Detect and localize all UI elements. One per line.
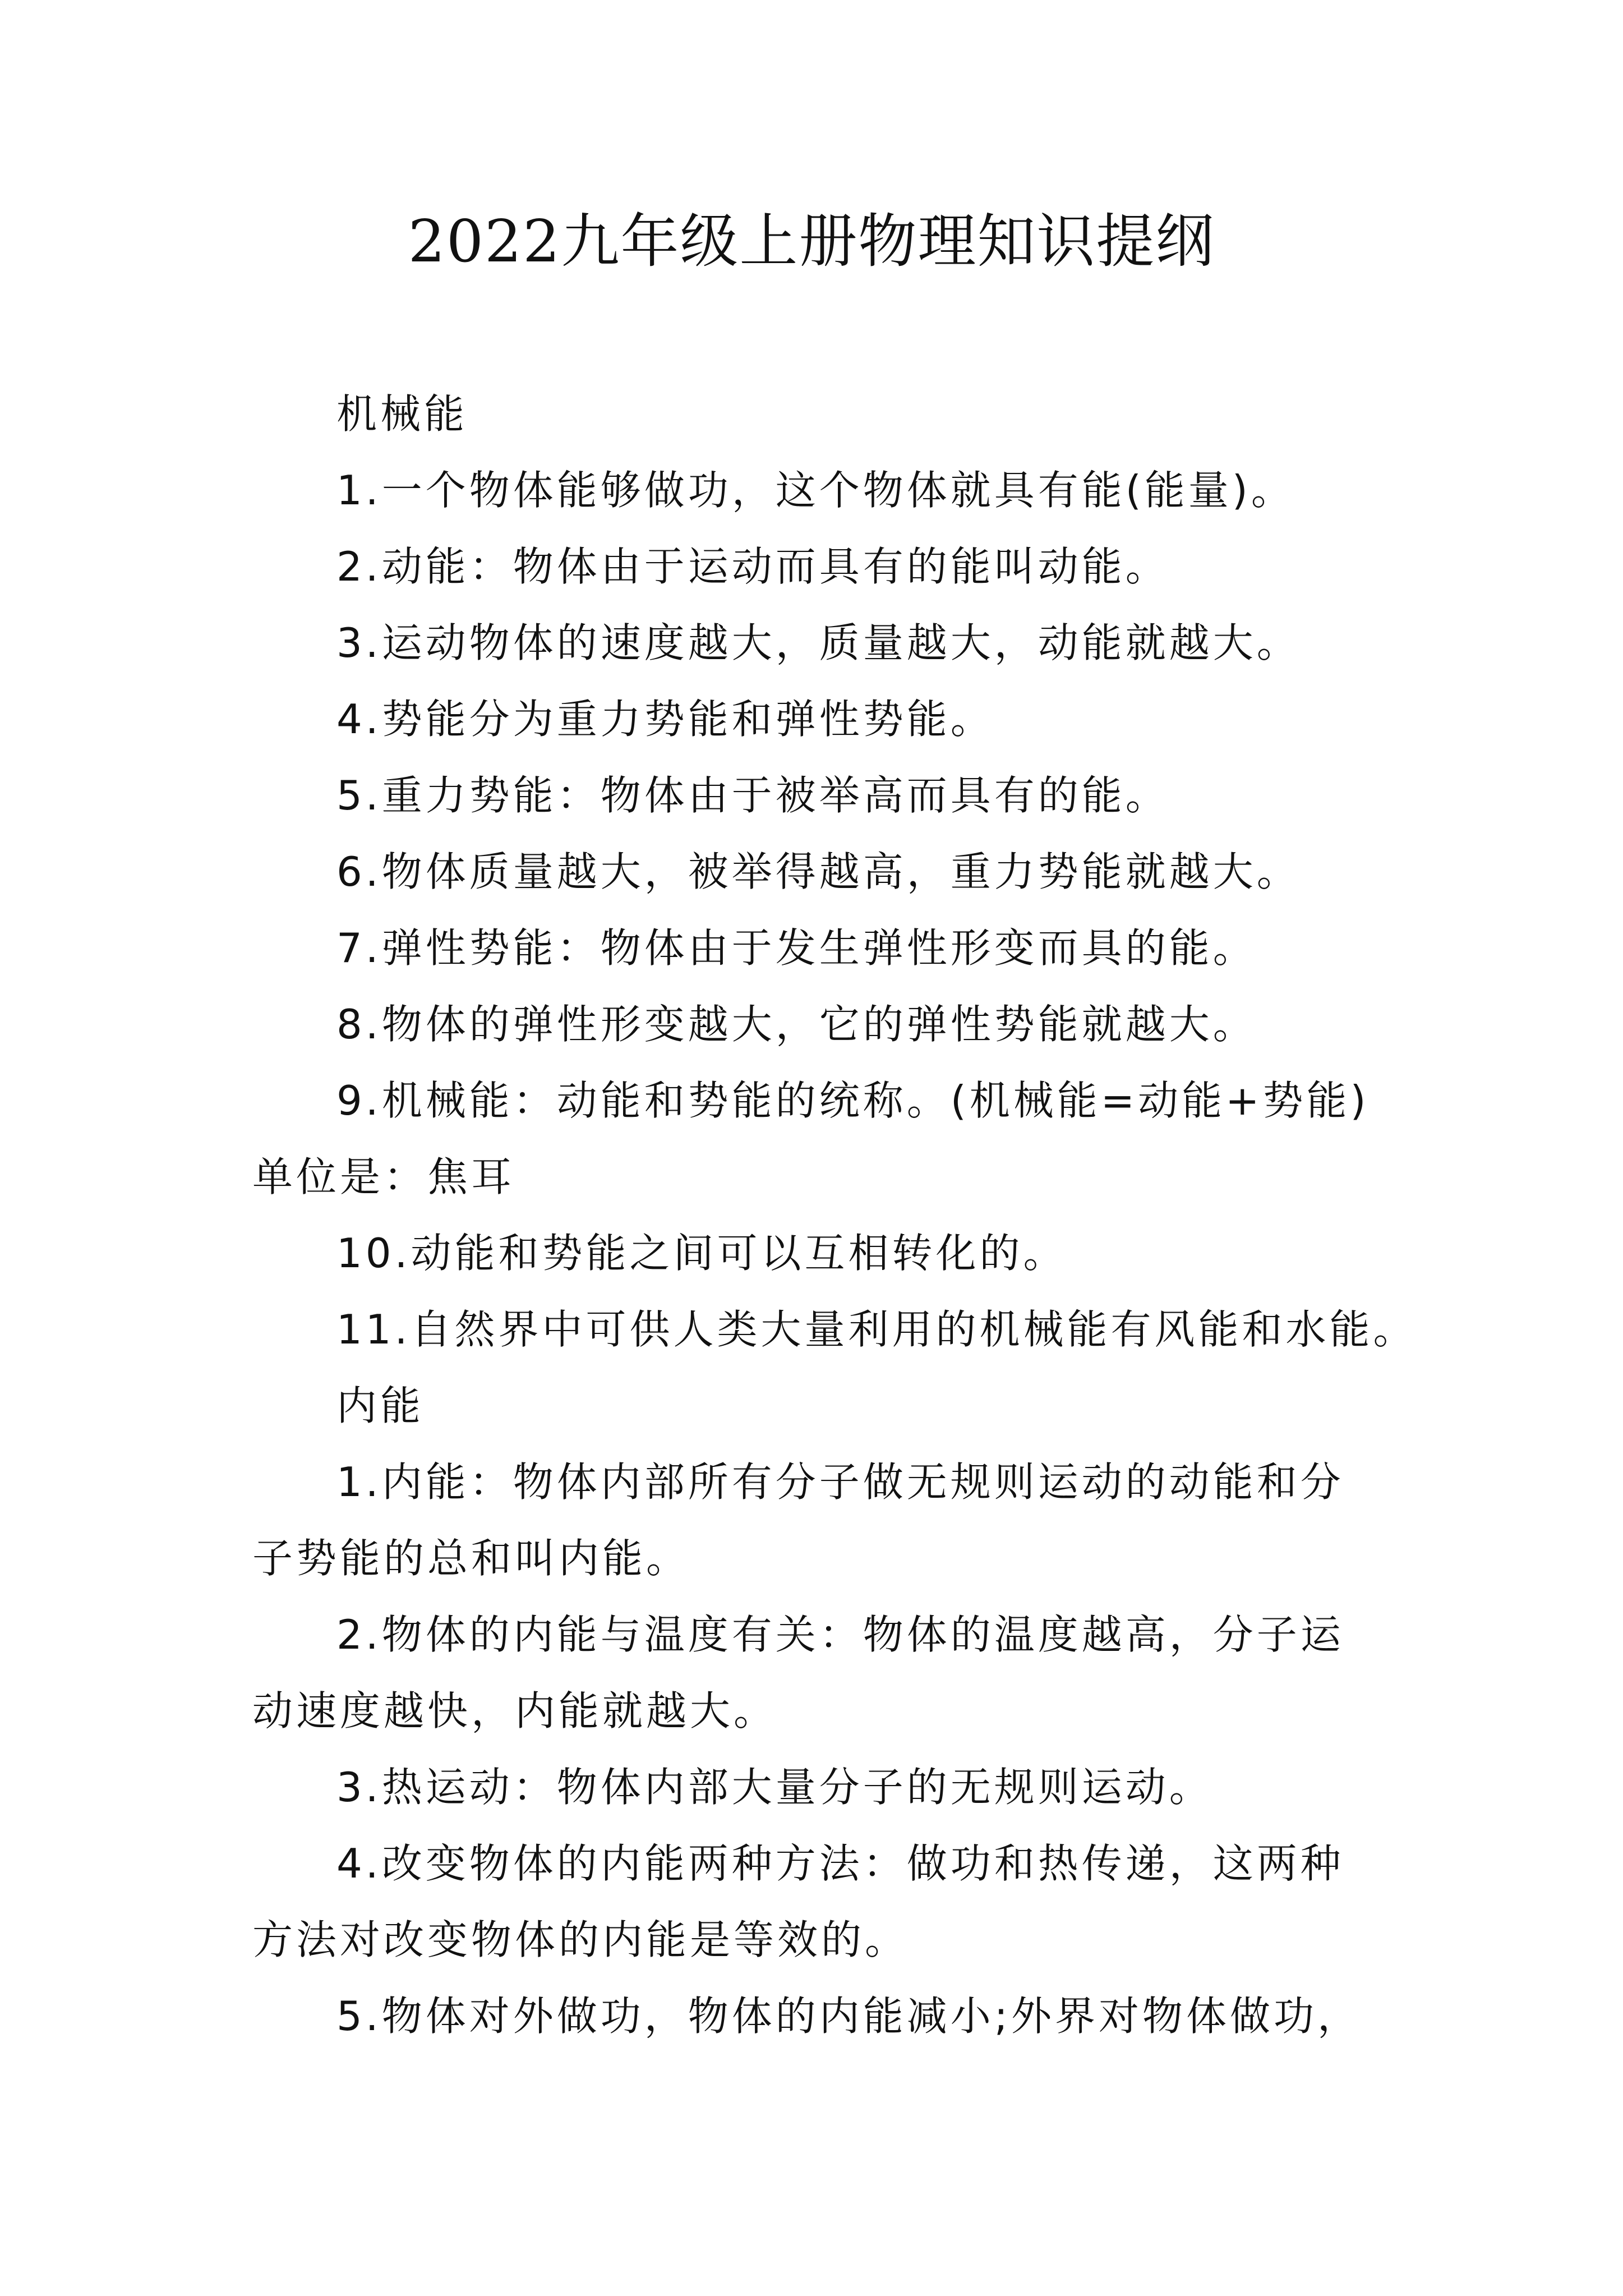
section-heading-internal: 内能: [336, 1382, 425, 1429]
list-item: 11.自然界中可供人类大量利用的机械能有风能和水能。: [336, 1306, 1417, 1353]
list-item: 5.物体对外做功，物体的内能减小;外界对物体做功，: [336, 1993, 1361, 2040]
list-item: 4.势能分为重力势能和弹性势能。: [336, 696, 994, 743]
list-item: 2.物体的内能与温度有关：物体的温度越高，分子运动速度越快，内能就越大。: [252, 1611, 1344, 1734]
list-item: 1.内能：物体内部所有分子做无规则运动的动能和分子势能的总和叫内能。: [252, 1458, 1344, 1582]
list-item: 3.运动物体的速度越大，质量越大，动能就越大。: [336, 619, 1301, 666]
list-item: 9.机械能：动能和势能的统称。(机械能=动能+势能)单位是：焦耳: [252, 1077, 1370, 1200]
list-item: 2.动能：物体由于运动而具有的能叫动能。: [336, 543, 1169, 590]
list-item: 1.一个物体能够做功，这个物体就具有能(能量)。: [336, 467, 1295, 514]
list-item: 6.物体质量越大，被举得越高，重力势能就越大。: [336, 848, 1301, 895]
list-item: 4.改变物体的内能两种方法：做功和热传递，这两种方法对改变物体的内能是等效的。: [252, 1840, 1344, 1963]
list-item: 7.弹性势能：物体由于发生弹性形变而具的能。: [336, 924, 1257, 972]
document-title: 2022九年级上册物理知识提纲: [408, 207, 1215, 275]
list-item: 5.重力势能：物体由于被举高而具有的能。: [336, 772, 1169, 819]
list-item: 3.热运动：物体内部大量分子的无规则运动。: [336, 1764, 1213, 1811]
list-item: 8.物体的弹性形变越大，它的弹性势能就越大。: [336, 1001, 1257, 1048]
document-body: [252, 376, 1417, 2054]
section-heading-mechanical: 机械能: [336, 390, 468, 438]
list-item: 10.动能和势能之间可以互相转化的。: [336, 1230, 1067, 1277]
